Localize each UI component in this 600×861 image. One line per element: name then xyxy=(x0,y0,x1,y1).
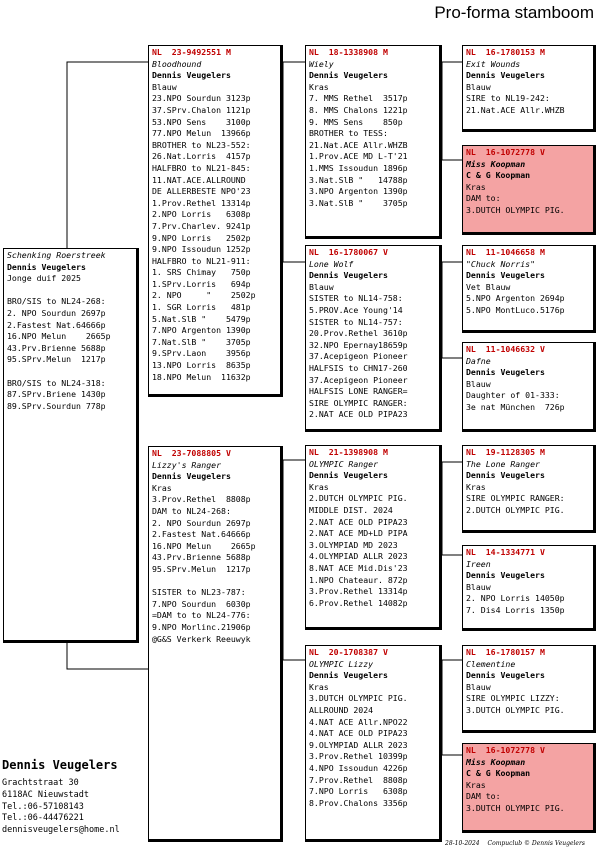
ffm-line: 3.DUTCH OLYMPIC PIG. xyxy=(466,204,565,215)
fm-line: SISTER to NL14-757: xyxy=(309,316,403,327)
ff-line: 1.MMS Issoudun 1896p xyxy=(309,162,408,173)
fmm-card xyxy=(462,342,596,432)
father-line: 1.Prov.Rethel 13314p xyxy=(152,197,251,208)
subject-line: 16.NPO Melun 2665p xyxy=(7,331,111,342)
maternal-grandsire-card xyxy=(305,445,442,630)
fff-card xyxy=(462,45,596,132)
fmm-name: Dafne xyxy=(466,355,491,366)
mmm-ring-number: NL 16-1072778 V xyxy=(466,745,545,755)
fmm-owner: Dennis Veugelers xyxy=(466,367,545,378)
mother-line: 16.NPO Melun 2665p xyxy=(152,540,256,551)
ffm-line: DAM to: xyxy=(466,193,501,204)
subject-line: Jonge duif 2025 xyxy=(7,273,81,284)
ffm-ring-number: NL 16-1072778 V xyxy=(466,147,545,157)
mmf-owner: Dennis Veugelers xyxy=(466,670,545,681)
ffm-card xyxy=(462,145,596,235)
mother-line: 2.Fastest Nat.64666p xyxy=(152,529,251,540)
father-line: BROTHER to NL23-552: xyxy=(152,139,251,150)
mfm-owner: Dennis Veugelers xyxy=(466,570,545,581)
mf-line: 4.OLYMPIAD ALLR 2023 xyxy=(309,551,408,562)
fm-line: 20.Prov.Rethel 3610p xyxy=(309,328,408,339)
mf-line: Kras xyxy=(309,481,329,492)
father-line: 1. SRS Chimay 750p xyxy=(152,267,251,278)
ff-line: 1.Prov.ACE MD L-T'21 xyxy=(309,151,408,162)
fmm-line: Daughter of 01-333: xyxy=(466,390,560,401)
mm-line: ALLROUND 2024 xyxy=(309,704,374,715)
father-line: 26.Nat.Lorris 4157p xyxy=(152,151,251,162)
mm-line: 4.NPO Issoudun 4226p xyxy=(309,762,408,773)
subject-line: 95.SPrv.Melun 1217p xyxy=(7,354,106,365)
ff-line: 8. MMS Chalons 1221p xyxy=(309,104,408,115)
fm-line: SIRE OLYMPIC RANGER: xyxy=(309,397,408,408)
mmf-line: Blauw xyxy=(466,681,491,692)
ff-line: 21.Nat.ACE Allr.WHZB xyxy=(309,139,408,150)
fmf-line: 5.NPO Argenton 2694p xyxy=(466,293,565,304)
father-line: 5.Nat.SlB " 5479p xyxy=(152,313,251,324)
fm-line: HALFSIS to CHN17-260 xyxy=(309,362,408,373)
mother-line: 95.SPrv.Melun 1217p xyxy=(152,563,251,574)
subject-line: 89.SPrv.Sourdun 778p xyxy=(7,400,106,411)
breeder-name: Dennis Veugelers xyxy=(2,758,118,772)
ff-name: Wiely xyxy=(309,58,334,69)
mf-line: 6.Prov.Rethel 14082p xyxy=(309,597,408,608)
mm-line: 4.NAT ACE OLD PIPA23 xyxy=(309,728,408,739)
ff-line: 7. MMS Rethel 3517p xyxy=(309,93,408,104)
father-line: 1.SPrv.Lorris 694p xyxy=(152,278,251,289)
mm-owner: Dennis Veugelers xyxy=(309,670,388,681)
mm-line: 9.OLYMPIAD ALLR 2023 xyxy=(309,739,408,750)
father-line: 37.SPrv.Chalon 1121p xyxy=(152,104,251,115)
fm-owner: Dennis Veugelers xyxy=(309,270,388,281)
mother-line: 7.NPO Sourdun 6030p xyxy=(152,598,251,609)
mmf-card xyxy=(462,645,596,733)
father-line: 2. NPO " 2502p xyxy=(152,290,256,301)
paternal-grandsire-card xyxy=(305,45,442,239)
mmf-ring-number: NL 16-1780157 M xyxy=(466,647,545,657)
mother-owner: Dennis Veugelers xyxy=(152,471,231,482)
fff-ring-number: NL 16-1780153 M xyxy=(466,47,545,57)
mm-line: 3.Prov.Rethel 10399p xyxy=(309,751,408,762)
mother-line: 3.Prov.Rethel 8808p xyxy=(152,494,251,505)
breeder-street: Grachtstraat 30 xyxy=(2,778,79,788)
fm-line: SISTER to NL14-758: xyxy=(309,293,403,304)
mother-line: @G&S Verkerk Reeuwyk xyxy=(152,633,251,644)
mother-line: SISTER to NL23-787: xyxy=(152,587,246,598)
mmf-name: Clementine xyxy=(466,658,516,669)
mm-name: OLYMPIC Lizzy xyxy=(309,658,374,669)
mm-ring-number: NL 20-1708387 V xyxy=(309,647,388,657)
father-line: HALFBRO to NL21-911: xyxy=(152,255,251,266)
fff-line: 21.Nat.ACE Allr.WHZB xyxy=(466,104,565,115)
mother-line: DAM to NL24-268: xyxy=(152,505,231,516)
breeder-phone-1: Tel.:06-57108143 xyxy=(2,801,84,812)
mf-line: 2.DUTCH OLYMPIC PIG. xyxy=(309,493,408,504)
mff-line: SIRE OLYMPIC RANGER: xyxy=(466,493,565,504)
mm-line: Kras xyxy=(309,681,329,692)
father-line: 9.SPrv.Laon 3956p xyxy=(152,348,251,359)
mf-line: 2.NAT ACE OLD PIPA23 xyxy=(309,516,408,527)
mf-line: 2.NAT ACE MD+LD PIPA xyxy=(309,528,408,539)
mmm-owner: C & G Koopman xyxy=(466,768,531,779)
mmm-line: 3.DUTCH OLYMPIC PIG. xyxy=(466,802,565,813)
mmf-line: SIRE OLYMPIC LIZZY: xyxy=(466,693,560,704)
father-name: Bloodhound xyxy=(152,58,202,69)
subject-line: 87.SPrv.Briene 1430p xyxy=(7,389,106,400)
fmm-ring-number: NL 11-1046632 V xyxy=(466,344,545,354)
fm-ring-number: NL 16-1780067 V xyxy=(309,247,388,257)
breeder-info xyxy=(2,757,120,837)
mf-owner: Dennis Veugelers xyxy=(309,470,388,481)
mff-line: Kras xyxy=(466,481,486,492)
mmm-name: Miss Koopman xyxy=(466,756,526,767)
mother-line xyxy=(152,576,277,588)
father-line: 9.NPO Issoudun 1252p xyxy=(152,244,251,255)
mf-line: MIDDLE DIST. 2024 xyxy=(309,504,393,515)
fm-line: HALFSIS LONE RANGER= xyxy=(309,386,408,397)
father-pigeon-card xyxy=(148,45,283,397)
mm-line: 8.Prov.Chalons 3356p xyxy=(309,797,408,808)
mfm-name: Ireen xyxy=(466,558,491,569)
mother-ring-number: NL 23-7088805 V xyxy=(152,448,231,458)
father-line: Blauw xyxy=(152,81,177,92)
mfm-ring-number: NL 14-1334771 V xyxy=(466,547,545,557)
father-line: 13.NPO Lorris 8635p xyxy=(152,360,251,371)
father-line: 7.Prv.Charlev. 9241p xyxy=(152,220,251,231)
subject-line xyxy=(7,285,133,297)
ffm-line: Kras xyxy=(466,181,486,192)
ff-line: 3.Nat.SlB " 3705p xyxy=(309,197,408,208)
mff-ring-number: NL 19-1128305 M xyxy=(466,447,545,457)
ff-line: Kras xyxy=(309,81,329,92)
fmm-line: Blauw xyxy=(466,378,491,389)
maternal-granddam-card xyxy=(305,645,442,842)
father-owner: Dennis Veugelers xyxy=(152,70,231,81)
mf-line: 1.NPO Chateaur. 872p xyxy=(309,574,408,585)
mff-line: 2.DUTCH OLYMPIC PIG. xyxy=(466,504,565,515)
subject-line xyxy=(7,366,133,378)
ff-line: 3.Nat.SlB " 14788p xyxy=(309,174,408,185)
ff-line: 9. MMS Sens 850p xyxy=(309,116,403,127)
fm-line: Blauw xyxy=(309,281,334,292)
father-ring-number: NL 23-9492551 M xyxy=(152,47,231,57)
fmf-ring-number: NL 11-1046658 M xyxy=(466,247,545,257)
father-line: 53.NPO Sens 3100p xyxy=(152,116,251,127)
mother-line: 43.Prv.Brienne 5688p xyxy=(152,552,251,563)
breeder-email[interactable]: dennisveugelers@home.nl xyxy=(2,825,120,836)
ff-owner: Dennis Veugelers xyxy=(309,70,388,81)
breeder-city: 6118AC Nieuwstadt xyxy=(2,789,89,800)
mfm-card xyxy=(462,545,596,631)
fm-line: 32.NPO Epernay18659p xyxy=(309,339,408,350)
ffm-name: Miss Koopman xyxy=(466,158,526,169)
father-line: HALFBRO to NL21-845: xyxy=(152,162,251,173)
mmf-line: 3.DUTCH OLYMPIC PIG. xyxy=(466,704,565,715)
father-line: 23.NPO Sourdun 3123p xyxy=(152,93,251,104)
father-line: 1. SGR Lorris 481p xyxy=(152,302,251,313)
subject-pigeon-card xyxy=(3,248,139,643)
father-line: 7.Nat.SlB " 3705p xyxy=(152,336,251,347)
mf-line: 3.OLYMPIAD MD 2023 xyxy=(309,539,398,550)
fmf-line: Vet Blauw xyxy=(466,281,511,292)
mm-line: 7.NPO Lorris 6308p xyxy=(309,786,408,797)
mf-ring-number: NL 21-1398908 M xyxy=(309,447,388,457)
mother-pigeon-card xyxy=(148,446,283,842)
footer-credit: Compuclub © Dennis Veugelers xyxy=(487,840,585,847)
mf-line: 3.Prov.Rethel 13314p xyxy=(309,586,408,597)
mff-owner: Dennis Veugelers xyxy=(466,470,545,481)
ffm-owner: C & G Koopman xyxy=(466,170,531,181)
father-line: 11.NAT.ACE.ALLROUND xyxy=(152,174,246,185)
paternal-granddam-card xyxy=(305,245,442,432)
mff-card xyxy=(462,445,596,533)
fff-line: SIRE to NL19-242: xyxy=(466,93,550,104)
father-line: 18.NPO Melun 11632p xyxy=(152,371,251,382)
mother-line: 2. NPO Sourdun 2697p xyxy=(152,517,251,528)
ff-line: BROTHER to TESS: xyxy=(309,128,388,139)
fmf-line: 5.NPO MontLuco.5176p xyxy=(466,304,565,315)
mfm-line: 2. NPO Lorris 14050p xyxy=(466,593,565,604)
mf-line: 8.NAT ACE Mid.Dis'23 xyxy=(309,562,408,573)
fm-line: 37.Acepigeon Pioneer xyxy=(309,351,408,362)
subject-owner: Dennis Veugelers xyxy=(7,261,86,272)
fmf-name: "Chuck Norris" xyxy=(466,258,536,269)
subject-line: 43.Prv.Brienne 5688p xyxy=(7,342,106,353)
mother-line: Kras xyxy=(152,482,172,493)
mmm-line: DAM to: xyxy=(466,791,501,802)
subject-line: BRO/SIS to NL24-268: xyxy=(7,296,106,307)
mother-line: =DAM to to NL24-776: xyxy=(152,610,251,621)
fff-name: Exit Wounds xyxy=(466,58,521,69)
mm-line: 3.DUTCH OLYMPIC PIG. xyxy=(309,693,408,704)
footer-date: 28-10-2024 xyxy=(445,840,480,847)
fm-line: 2.NAT ACE OLD PIPA23 xyxy=(309,409,408,420)
mmm-line: Kras xyxy=(466,779,486,790)
mother-name: Lizzy's Ranger xyxy=(152,459,222,470)
page-title: Pro-forma stamboom xyxy=(434,3,594,22)
mm-line: 7.Prov.Rethel 8808p xyxy=(309,774,408,785)
mother-line: 9.NPO Morlinc.21906p xyxy=(152,621,251,632)
breeder-phone-2: Tel.:06-44476221 xyxy=(2,813,84,824)
mfm-line: Blauw xyxy=(466,581,491,592)
mmm-card xyxy=(462,743,596,833)
subject-line: 2.Fastest Nat.64666p xyxy=(7,319,106,330)
father-line: 77.NPO Melun 13966p xyxy=(152,128,251,139)
mff-name: The Lone Ranger xyxy=(466,458,540,469)
fm-line: 37.Acepigeon Pioneer xyxy=(309,374,408,385)
fff-owner: Dennis Veugelers xyxy=(466,70,545,81)
ff-line: 3.NPO Argenton 1390p xyxy=(309,186,408,197)
father-line: 9.NPO Lorris 2502p xyxy=(152,232,251,243)
fmf-card xyxy=(462,245,596,333)
ff-ring-number: NL 18-1338908 M xyxy=(309,47,388,57)
fm-line: 5.PROV.Ace Young'14 xyxy=(309,304,403,315)
father-line: 7.NPO Argenton 1390p xyxy=(152,325,251,336)
father-line: DE ALLERBESTE NPO'23 xyxy=(152,186,251,197)
father-line: 2.NPO Lorris 6308p xyxy=(152,209,251,220)
mfm-line: 7. Dis4 Lorris 1350p xyxy=(466,604,565,615)
fmm-line: 3e nat München 726p xyxy=(466,401,565,412)
fm-name: Lone Wolf xyxy=(309,258,354,269)
subject-line: BRO/SIS to NL24-318: xyxy=(7,377,106,388)
subject-line: 2. NPO Sourdun 2697p xyxy=(7,307,106,318)
fmf-owner: Dennis Veugelers xyxy=(466,270,545,281)
mf-name: OLYMPIC Ranger xyxy=(309,458,379,469)
fff-line: Blauw xyxy=(466,81,491,92)
mm-line: 4.NAT ACE Allr.NPO22 xyxy=(309,716,408,727)
subject-name: Schenking Roerstreek xyxy=(7,250,106,260)
footer xyxy=(445,840,591,847)
